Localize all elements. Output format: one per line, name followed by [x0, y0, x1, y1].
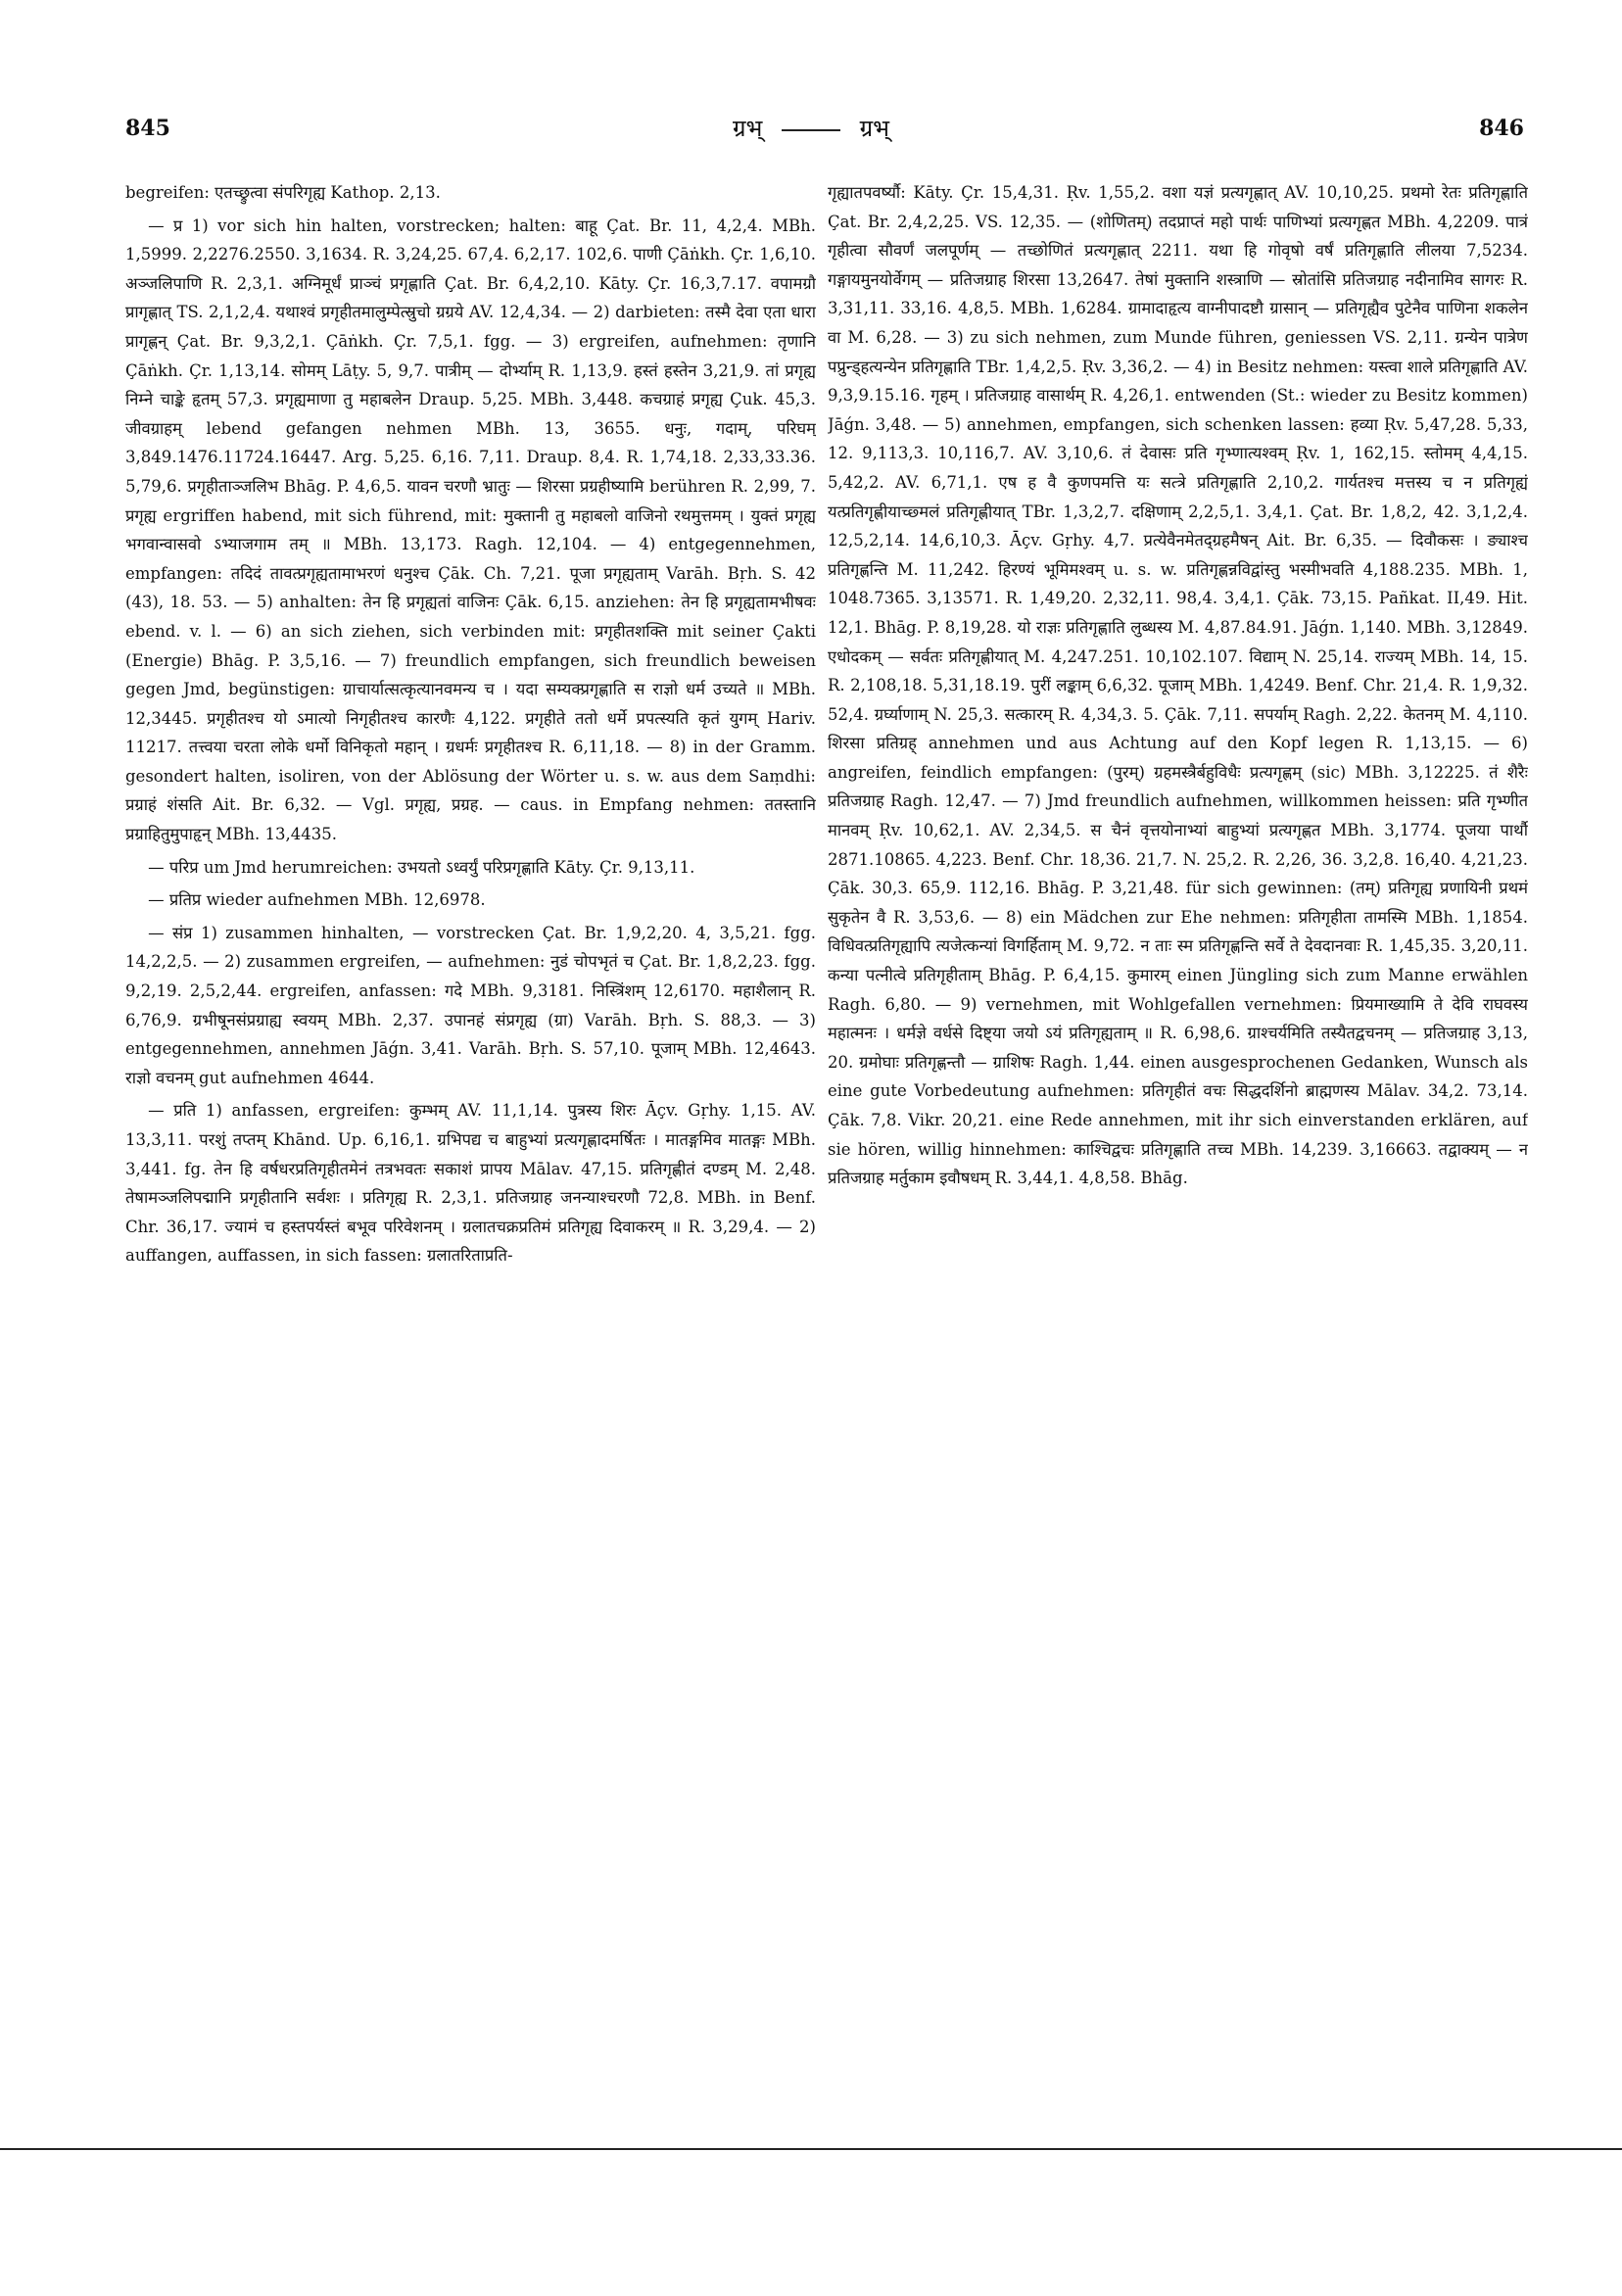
entry-paragraph: begreifen: एतच्छ्रुत्वा संपरिगृह्य Kathop. 2,13. [125, 183, 441, 202]
page-number-right: 846 [1479, 116, 1524, 141]
right-column [828, 178, 1528, 2118]
bottom-rule [0, 2148, 1622, 2150]
page-number-left: 845 [125, 116, 170, 141]
entry-paragraph: — प्रति 1) anfassen, ergreifen: कुम्भम् AV. 11,1,14. पुत्रस्य शिरः Āçv. Gṛhy. 1,15. AV. 13,3,11. परशुं तप्तम् Khānd. Up. 6,16,1. ग्रभिपद्य च बाहुभ्यां प्रत्यगृह्णादमर्षितः । मातङ्गमिव मातङ्गः MBh. 3,441. fg. तेन हि वर्षधरप्रतिगृहीतमेनं तत्रभवतः सकाशं प्रापय Mālav. 47,15. प्रतिगृह्णीतं दण्डम् M. 2,48. तेषामञ्जलिपद्मानि प्रगृहीतानि सर्वशः । प्रतिगृह्य R. 2,3,1. प्रतिजग्राह जनन्याश्चरणौ 72,8. MBh. in Benf. Chr. 36,17. ज्यामं च हस्तपर्यस्तं बभूव परिवेशनम् । ग्रलातचक्रप्रतिमं प्रतिगृह्य दिवाकरम् ॥ R. 3,29,4. — 2) auffangen, auffassen, in sich fassen: ग्रलातरिताप्रति- [125, 1101, 816, 1266]
entry-paragraph: गृह्यातपवर्ष्यौ: Kāty. Çr. 15,4,31. Ṛv. 1,55,2. वशा यज्ञं प्रत्यगृह्णात् AV. 10,10,25. प्रथमो रेतः प्रतिगृह्णाति Çat. Br. 2,4,2,25. VS. 12,35. — (शोणितम्) तदप्राप्तं महो पार्थः पाणिभ्यां प्रत्यगृह्णत MBh. 4,2209. पात्रं गृहीत्वा सौवर्णं जलपूर्णम् — तच्छोणितं प्रत्यगृह्णात् 2211. यथा हि गोवृषो वर्षं प्रतिगृह्णाति लीलया 7,5234. गङ्गायमुनयोर्वेगम् — प्रतिजग्राह शिरसा 13,2647. तेषां मुक्तानि शस्त्राणि — स्रोतांसि प्रतिजग्राह नदीनामिव सागरः R. 3,31,11. 33,16. 4,8,5. MBh. 1,6284. ग्रामादाहृत्य वाग्नीपादष्टौ ग्रासान् — प्रतिगृह्यैव पुटेनैव पाणिना शकलेन वा M. 6,28. — 3) zu sich nehmen, zum Munde führen, geniessen VS. 2,11. ग्रन्येन पात्रेण पप्रुन्ड्हत्यन्येन प्रतिगृह्णाति TBr. 1,4,2,5. Ṛv. 3,36,2. — 4) in Besitz nehmen: यस्त्वा शाले प्रतिगृह्णाति AV. 9,3,9.15.16. गृहम् । प्रतिजग्राह वासार्थम् R. 4,26,1. entwenden (St.: wieder zu Besitz kommen) Jāǵn. 3,48. — 5) annehmen, empfangen, sich schenken lassen: हव्या Ṛv. 5,47,28. 5,33, 12. 9,113,3. 10,116,7. AV. 3,10,6. तं देवासः प्रति गृभ्णात्यश्वम् Ṛv. 1, 162,15. स्तोमम् 4,4,15. 5,42,2. AV. 6,71,1. एष ह वै कुणपमत्ति यः सत्त्रे प्रतिगृह्णाति 2,10,2. गार्यतश्च मत्तस्य च न प्रतिगृह्यं यत्प्रतिगृह्णीयाच्छ्मलं प्रतिगृह्णीयात् TBr. 1,3,2,7. दक्षिणाम् 2,2,5,1. 3,4,1. Çat. Br. 1,8,2, 42. 3,1,2,4. 12,5,2,14. 14,6,10,3. Āçv. Gṛhy. 4,7. प्रत्येवैनमेतद्ग्रहमैषन् Ait. Br. 6,35. — दिवौकसः । ङ्याश्च प्रतिगृह्णन्ति M. 11,242. हिरण्यं भूमिमश्वम् u. s. w. प्रतिगृह्णन्नविद्वांस्तु भस्मीभवति 4,188.235. MBh. 1, 1048.7365. 3,13571. R. 1,49,20. 2,32,11. 98,4. 3,4,1. Çāk. 73,15. Pañkat. II,49. Hit. 12,1. Bhāg. P. 8,19,28. यो राज्ञः प्रतिगृह्णाति लुब्धस्य M. 4,87.84.91. Jāǵn. 1,140. MBh. 3,12849. एधोदकम् — सर्वतः प्रतिगृह्णीयात् M. 4,247.251. 10,102.107. विद्याम् N. 25,14. राज्यम् MBh. 14, 15. R. 2,108,18. 5,31,18.19. पुरीं लङ्काम् 6,6,32. पूजाम् MBh. 1,4249. Benf. Chr. 21,4. R. 1,9,32. 52,4. ग्रर्घ्याणाम् N. 25,3. सत्कारम् R. 4,34,3. 5. Çāk. 7,11. सपर्याम् Ragh. 2,22. केतनम् M. 4,110. शिरसा प्रतिग्रह् annehmen und aus Achtung auf den Kopf legen R. 1,13,15. — 6) angreifen, feindlich empfangen: (पुरम्) ग्रहमस्त्रैर्बहुविधैः प्रत्यगृह्णम् (sic) MBh. 3,12225. तं शैरैः प्रतिजग्राह Ragh. 12,47. — 7) Jmd freundlich aufnehmen, willkommen heissen: प्रति गृभ्णीत मानवम् Ṛv. 10,62,1. AV. 2,34,5. स चैनं वृत्तयोनाभ्यां बाहुभ्यां प्रत्यगृह्णत MBh. 3,1774. पूजया पार्थौ 2871.10865. 4,223. Benf. Chr. 18,36. 21,7. N. 25,2. R. 2,26, 36. 3,2,8. 16,40. 4,21,23. Çāk. 30,3. 65,9. 112,16. Bhāg. P. 3,21,48. für sich gewinnen: (तम्) प्रतिगृह्य प्रणायिनी प्रथमं सुकृतेन वै R. 3,53,6. — 8) ein Mädchen zur Ehe nehmen: प्रतिगृहीता तामस्मि MBh. 1,1854. विधिवत्प्रतिगृह्यापि त्यजेत्कन्यां विगर्हिताम् M. 9,72. न ताः स्म प्रतिगृह्णन्ति सर्वे ते देवदानवाः R. 1,45,35. 3,20,11. कन्या पत्नीत्वे प्रतिगृहीताम् Bhāg. P. 6,4,15. कुमारम् einen Jüngling sich zum Manne erwählen Ragh. 6,80. — 9) vernehmen, mit Wohlgefallen vernehmen: प्रियमाख्यामि ते देवि राघवस्य महात्मनः । धर्मज्ञे वर्धसे दिष्ट्या जयो ऽयं प्रतिगृह्यताम् ॥ R. 6,98,6. ग्राश्चर्यमिति तस्यैतद्वचनम् — प्रतिजग्राह 3,13, 20. ग्रमोघाः प्रतिगृह्णन्तौ — ग्राशिषः Ragh. 1,44. einen ausgesprochenen Gedanken, Wunsch als eine gute Vorbedeutung aufnehmen: प्रतिगृहीतं वचः सिद्धदर्शिनो ब्राह्मणस्य Mālav. 34,2. 73,14. Çāk. 7,8. Vikr. 20,21. eine Rede annehmen, mit ihr sich einverstanden erklären, auf sie hören, willig hinnehmen: काश्चिद्वचः प्रतिगृह्णाति तच्च MBh. 14,239. 3,16663. तद्वाक्यम् — न प्रतिजग्राह मर्तुकाम इवौषधम् R. 3,44,1. 4,8,58. Bhāg. [828, 183, 1528, 1188]
entry-paragraph: — प्र 1) vor sich hin halten, vorstrecken; halten: बाहू Çat. Br. 11, 4,2,4. MBh. 1,5999. 2,2276.2550. 3,1634. R. 3,24,25. 67,4. 6,2,17. 102,6. पाणी Çāṅkh. Çr. 1,6,10. अञ्जलिपाणि R. 2,3,1. अग्निमूर्धं प्राञ्चं प्रगृह्णाति Çat. Br. 6,4,2,10. Kāty. Çr. 16,3,7.17. वपामग्रौ प्रागृह्णात् TS. 2,1,2,4. यथाश्वं प्रगृहीतमालुम्पेत्स्रुचो ग्रग्रये AV. 12,4,34. — 2) darbieten: तस्मै देवा एता धारा प्रागृह्णन् Çat. Br. 9,3,2,1. Çāṅkh. Çr. 7,5,1. fgg. — 3) ergreifen, aufnehmen: तृणानि Çāṅkh. Çr. 1,13,14. सोमम् Lāṭy. 5, 9,7. पात्रीम् — दोर्भ्याम् R. 1,13,9. हस्तं हस्तेन 3,21,9. तां प्रगृह्य निम्ने चाङ्के हृतम् 57,3. प्रगृह्यमाणा तु महाबलेन Draup. 5,25. MBh. 3,448. कचग्राहं प्रगृह्य Çuk. 45,3. जीवग्राहम् lebend gefangen nehmen MBh. 13, 3655. धनुः, गदाम्, परिघम् 3,849.1476.11724.16447. Arg. 5,25. 6,16. 7,11. Draup. 8,4. R. 1,74,18. 2,33,33.36. 5,79,6. प्रगृहीताञ्जलिभ Bhāg. P. 4,6,5. यावन चरणौ भ्रातुः — शिरसा प्रग्रहीष्यामि berühren R. 2,99, 7. प्रगृह्य ergriffen habend, mit sich führend, mit: मुक्तानी तु महाबलो वाजिनो रथमुत्तमम् । युक्तं प्रगृह्य भगवान्वासवो ऽभ्याजगाम तम् ॥ MBh. 13,173. Ragh. 12,104. — 4) entgegennehmen, empfangen: तदिदं तावत्प्रगृह्यतामाभरणं धनुश्च Çāk. Ch. 7,21. पूजा प्रगृह्यताम् Varāh. Bṛh. S. 42 (43), 18. 53. — 5) anhalten: तेन हि प्रगृह्यतां वाजिनः Çāk. 6,15. anziehen: तेन हि प्रगृह्यतामभीषवः ebend. v. l. — 6) an sich ziehen, sich verbinden mit: प्रगृहीतशक्ति mit seiner Çakti (Energie) Bhāg. P. 3,5,16. — 7) freundlich empfangen, sich freundlich beweisen gegen Jmd, begünstigen: ग्राचार्यात्सत्कृत्यानवमन्य च । यदा सम्यक्प्रगृह्णाति स राज्ञो धर्म उच्यते ॥ MBh. 12,3445. प्रगृहीतश्च यो ऽमात्यो निगृहीतश्च कारणैः 4,122. प्रगृहीते ततो धर्मे प्रपत्स्यति कृतं युगम् Hariv. 11217. तत्त्वया चरता लोके धर्मो विनिकृतो महान् । ग्रधर्मः प्रगृहीतश्च R. 6,11,18. — 8) in der Gramm. gesondert halten, isoliren, von der Ablösung der Wörter u. s. w. aus dem Saṃdhi: प्रग्राहं शंसति Ait. Br. 6,32. — Vgl. प्रगृह्य, प्रग्रह. — caus. in Empfang nehmen: ततस्तानि प्रग्राहितुमुपाहृन् MBh. 13,4435. [125, 215, 816, 844]
page-header [0, 0, 1622, 142]
headword-dash [782, 129, 840, 131]
headword-right: ग्रभ् [859, 115, 890, 142]
entry-paragraph: — संप्र 1) zusammen hinhalten, — vorstrecken Çat. Br. 1,9,2,20. 4, 3,5,21. fgg. 14,2,2,5. — 2) zusammen ergreifen, — aufnehmen: नुडं चोपभृतं च Çat. Br. 1,8,2,23. fgg. 9,2,19. 2,5,2,44. ergreifen, anfassen: गदे MBh. 9,3181. निस्त्रिंशम् 12,6170. महाशैलान् R. 6,76,9. ग्रभीषूनसंप्रग्राह्य स्वयम् MBh. 2,37. उपानहं संप्रगृह्य (ग्रा) Varāh. Bṛh. S. 88,3. — 3) entgegennehmen, annehmen Jāǵn. 3,41. Varāh. Bṛh. S. 57,10. पूजाम् MBh. 12,4643. राज्ञो वचनम् gut aufnehmen 4644. [125, 923, 816, 1087]
entry-paragraph: — परिप्र um Jmd herumreichen: उभयतो ऽध्वर्युं परिप्रगृह्णाति Kāty. Çr. 9,13,11. [148, 857, 695, 877]
running-head [0, 112, 1622, 144]
headword-left: ग्रभ् [732, 115, 763, 142]
left-column [125, 178, 816, 2118]
entry-paragraph: — प्रतिप्र wieder aufnehmen MBh. 12,6978. [148, 890, 486, 910]
